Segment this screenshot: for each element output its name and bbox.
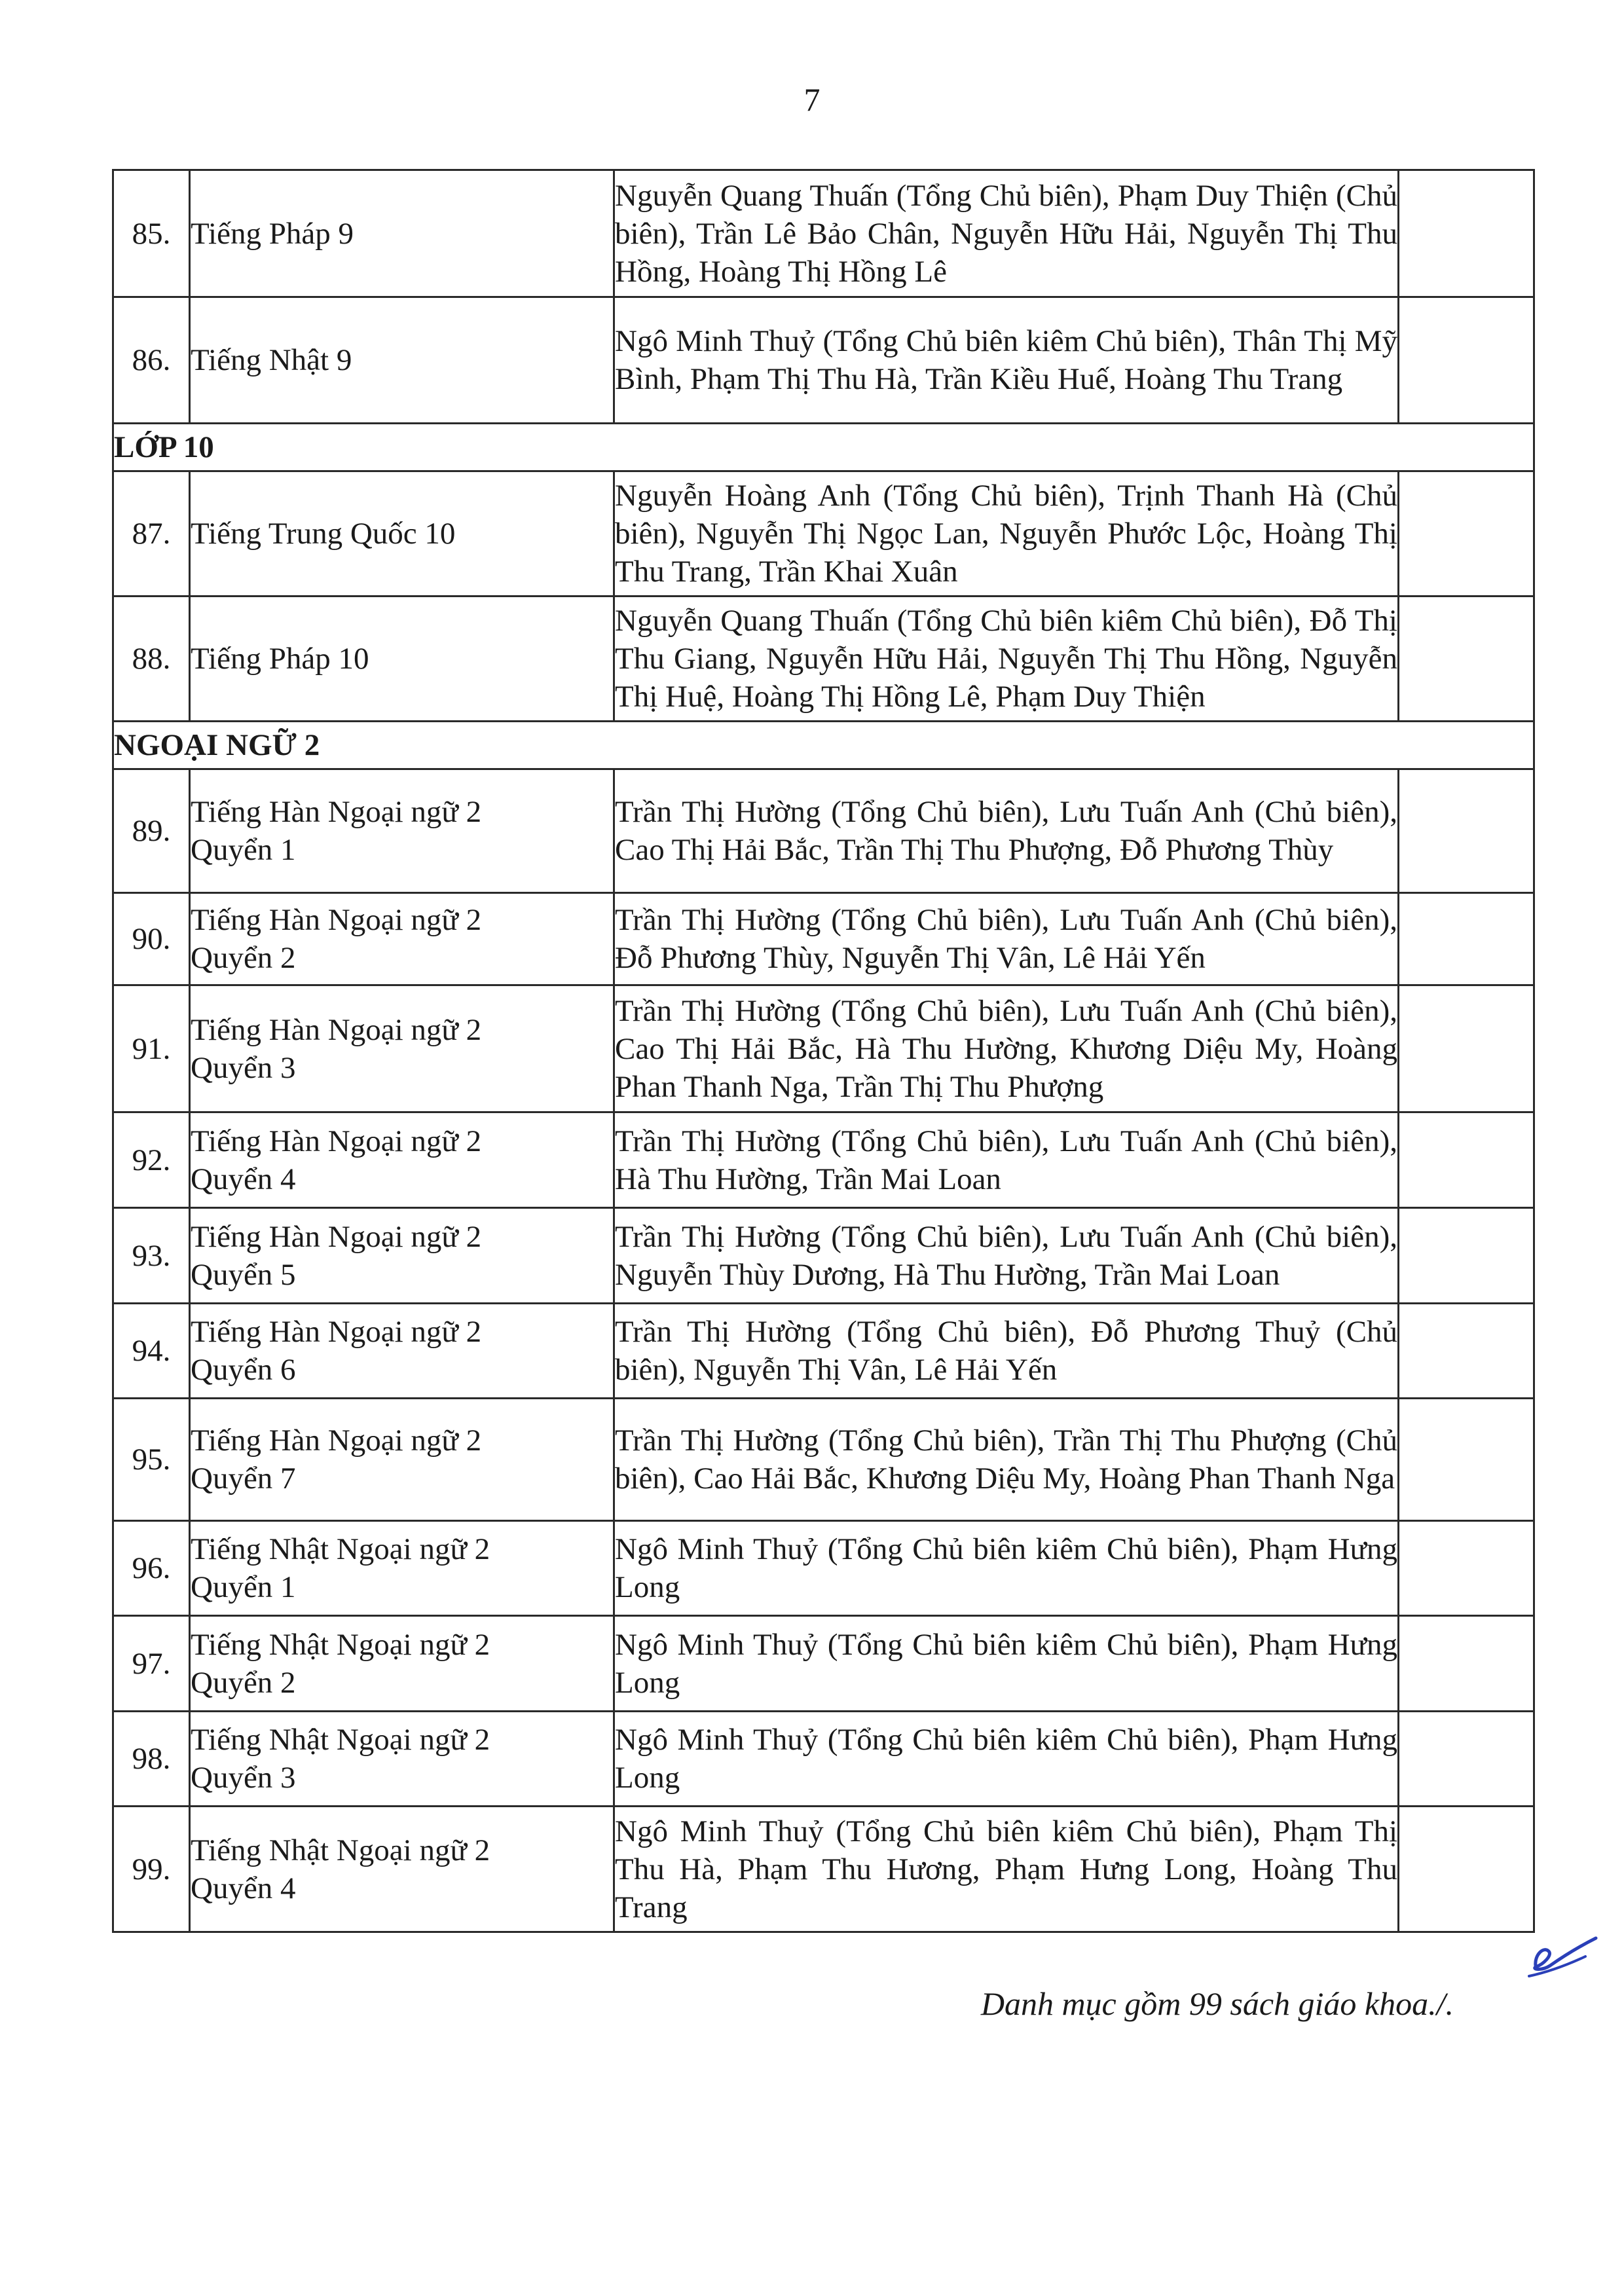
row-number: 86.	[113, 297, 190, 424]
book-title: Tiếng Nhật 9	[190, 297, 614, 424]
book-authors: Ngô Minh Thuỷ (Tổng Chủ biên kiêm Chủ biên), Thân Thị Mỹ Bình, Phạm Thị Thu Hà, Trần Kiều Huế, Hoàng Thu Trang	[614, 297, 1399, 424]
row-number: 88.	[113, 597, 190, 722]
initials-signature	[1509, 1919, 1601, 1991]
empty-cell	[1399, 1208, 1534, 1304]
empty-cell	[1399, 1712, 1534, 1807]
table-row	[113, 1399, 1534, 1521]
book-authors: Nguyễn Quang Thuấn (Tổng Chủ biên), Phạm Duy Thiện (Chủ biên), Trần Lê Bảo Chân, Nguyễn Hữu Hải, Nguyễn Thị Thu Hồng, Hoàng Thị Hồng Lê	[614, 170, 1399, 297]
catalog-body	[113, 170, 1534, 1932]
section-label: LỚP 10	[113, 424, 1534, 471]
book-title: Tiếng Trung Quốc 10	[190, 471, 614, 597]
book-authors: Trần Thị Hường (Tổng Chủ biên), Đỗ Phương Thuỷ (Chủ biên), Nguyễn Thị Vân, Lê Hải Yến	[614, 1304, 1399, 1399]
table-row	[113, 985, 1534, 1112]
section-row	[113, 722, 1534, 769]
row-number: 87.	[113, 471, 190, 597]
book-title: Tiếng Pháp 10	[190, 597, 614, 722]
row-number: 97.	[113, 1616, 190, 1712]
table-row	[113, 1616, 1534, 1712]
book-authors: Trần Thị Hường (Tổng Chủ biên), Lưu Tuấn Anh (Chủ biên), Cao Thị Hải Bắc, Hà Thu Hường, Khương Diệu My, Hoàng Phan Thanh Nga, Trần Thị Thu Phượng	[614, 985, 1399, 1112]
table-row	[113, 1304, 1534, 1399]
row-number: 85.	[113, 170, 190, 297]
row-number: 89.	[113, 769, 190, 893]
book-authors: Trần Thị Hường (Tổng Chủ biên), Trần Thị Thu Phượng (Chủ biên), Cao Hải Bắc, Khương Diệu My, Hoàng Phan Thanh Nga	[614, 1399, 1399, 1521]
empty-cell	[1399, 297, 1534, 424]
book-title: Tiếng Hàn Ngoại ngữ 2 Quyển 7	[190, 1399, 614, 1521]
book-title: Tiếng Hàn Ngoại ngữ 2 Quyển 6	[190, 1304, 614, 1399]
empty-cell	[1399, 1616, 1534, 1712]
empty-cell	[1399, 597, 1534, 722]
book-authors: Nguyễn Hoàng Anh (Tổng Chủ biên), Trịnh Thanh Hà (Chủ biên), Nguyễn Thị Ngọc Lan, Nguyễn Phước Lộc, Hoàng Thị Thu Trang, Trần Khai Xuân	[614, 471, 1399, 597]
book-title: Tiếng Hàn Ngoại ngữ 2 Quyển 5	[190, 1208, 614, 1304]
empty-cell	[1399, 985, 1534, 1112]
table-row	[113, 597, 1534, 722]
table-row	[113, 1807, 1534, 1932]
book-title: Tiếng Hàn Ngoại ngữ 2 Quyển 1	[190, 769, 614, 893]
empty-cell	[1399, 170, 1534, 297]
empty-cell	[1399, 1807, 1534, 1932]
row-number: 99.	[113, 1807, 190, 1932]
book-authors: Nguyễn Quang Thuấn (Tổng Chủ biên kiêm Chủ biên), Đỗ Thị Thu Giang, Nguyễn Hữu Hải, Nguyễn Thị Thu Hồng, Nguyễn Thị Huệ, Hoàng Thị Hồng Lê, Phạm Duy Thiện	[614, 597, 1399, 722]
table-row	[113, 893, 1534, 985]
book-title: Tiếng Hàn Ngoại ngữ 2 Quyển 2	[190, 893, 614, 985]
book-authors: Trần Thị Hường (Tổng Chủ biên), Lưu Tuấn Anh (Chủ biên), Cao Thị Hải Bắc, Trần Thị Thu Phượng, Đỗ Phương Thùy	[614, 769, 1399, 893]
empty-cell	[1399, 769, 1534, 893]
book-authors: Trần Thị Hường (Tổng Chủ biên), Lưu Tuấn Anh (Chủ biên), Hà Thu Hường, Trần Mai Loan	[614, 1112, 1399, 1208]
book-title: Tiếng Nhật Ngoại ngữ 2 Quyển 1	[190, 1521, 614, 1616]
book-title: Tiếng Nhật Ngoại ngữ 2 Quyển 4	[190, 1807, 614, 1932]
book-title: Tiếng Nhật Ngoại ngữ 2 Quyển 3	[190, 1712, 614, 1807]
empty-cell	[1399, 893, 1534, 985]
empty-cell	[1399, 1521, 1534, 1616]
table-row	[113, 1112, 1534, 1208]
row-number: 96.	[113, 1521, 190, 1616]
table-row	[113, 170, 1534, 297]
row-number: 93.	[113, 1208, 190, 1304]
book-authors: Ngô Minh Thuỷ (Tổng Chủ biên kiêm Chủ biên), Phạm Hưng Long	[614, 1712, 1399, 1807]
row-number: 95.	[113, 1399, 190, 1521]
table-row	[113, 297, 1534, 424]
book-title: Tiếng Hàn Ngoại ngữ 2 Quyển 3	[190, 985, 614, 1112]
section-label: NGOẠI NGỮ 2	[113, 722, 1534, 769]
row-number: 92.	[113, 1112, 190, 1208]
page-number: 7	[803, 81, 821, 118]
row-number: 90.	[113, 893, 190, 985]
empty-cell	[1399, 1399, 1534, 1521]
book-title: Tiếng Pháp 9	[190, 170, 614, 297]
table-row	[113, 1712, 1534, 1807]
table-row	[113, 471, 1534, 597]
empty-cell	[1399, 1112, 1534, 1208]
empty-cell	[1399, 1304, 1534, 1399]
book-authors: Ngô Minh Thuỷ (Tổng Chủ biên kiêm Chủ biên), Phạm Hưng Long	[614, 1616, 1399, 1712]
row-number: 98.	[113, 1712, 190, 1807]
table-row	[113, 1521, 1534, 1616]
book-authors: Ngô Minh Thuỷ (Tổng Chủ biên kiêm Chủ biên), Phạm Thị Thu Hà, Phạm Thu Hương, Phạm Hưng Long, Hoàng Thu Trang	[614, 1807, 1399, 1932]
book-title: Tiếng Nhật Ngoại ngữ 2 Quyển 2	[190, 1616, 614, 1712]
book-authors: Trần Thị Hường (Tổng Chủ biên), Lưu Tuấn Anh (Chủ biên), Đỗ Phương Thùy, Nguyễn Thị Vân, Lê Hải Yến	[614, 893, 1399, 985]
row-number: 94.	[113, 1304, 190, 1399]
book-authors: Trần Thị Hường (Tổng Chủ biên), Lưu Tuấn Anh (Chủ biên), Nguyễn Thùy Dương, Hà Thu Hường, Trần Mai Loan	[614, 1208, 1399, 1304]
section-row	[113, 424, 1534, 471]
table-row	[113, 769, 1534, 893]
closing-note: Danh mục gồm 99 sách giáo khoa./.	[980, 1985, 1454, 2022]
book-title: Tiếng Hàn Ngoại ngữ 2 Quyển 4	[190, 1112, 614, 1208]
table-row	[113, 1208, 1534, 1304]
empty-cell	[1399, 471, 1534, 597]
textbook-catalog-table	[112, 169, 1535, 1933]
book-authors: Ngô Minh Thuỷ (Tổng Chủ biên kiêm Chủ biên), Phạm Hưng Long	[614, 1521, 1399, 1616]
row-number: 91.	[113, 985, 190, 1112]
